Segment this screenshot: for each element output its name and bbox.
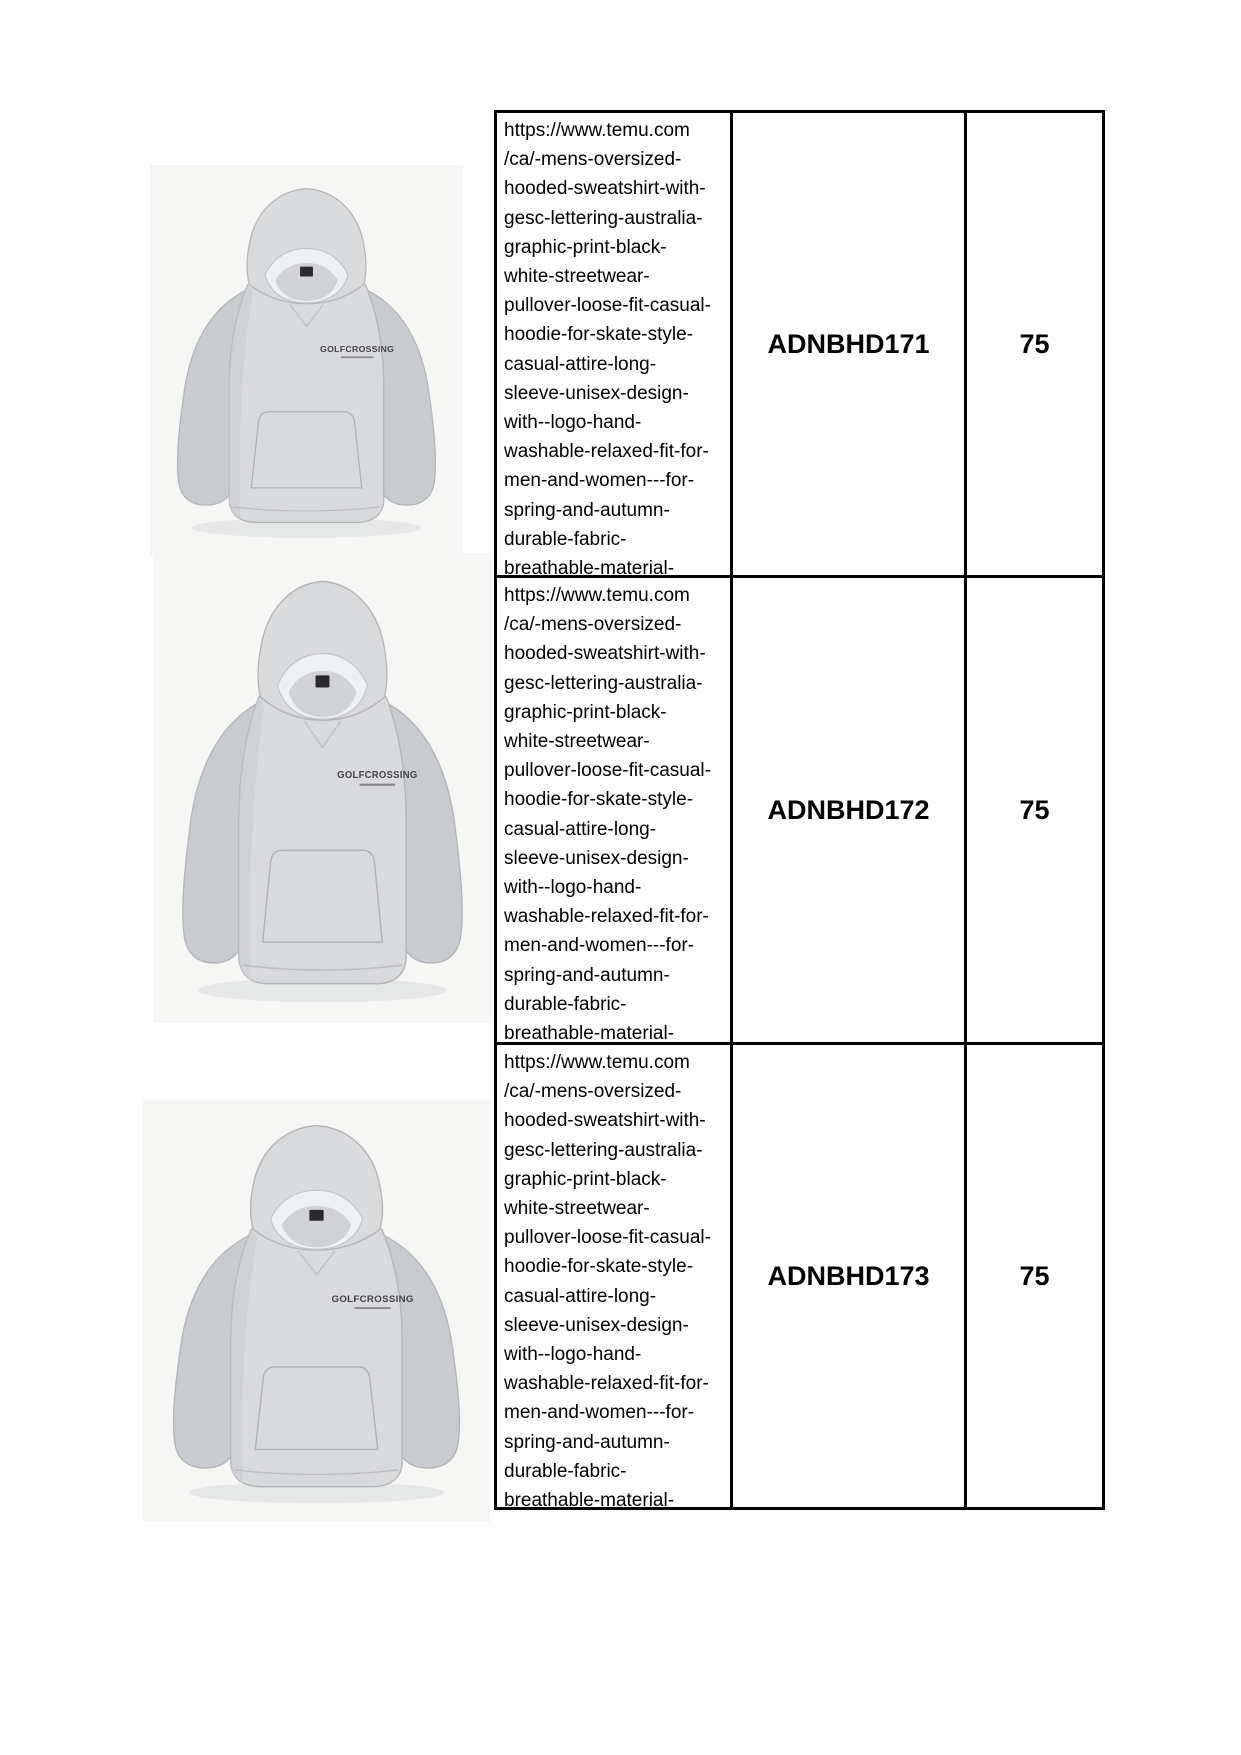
hoodie-image-svg xyxy=(153,553,492,1023)
product-photo-hoodie-3 xyxy=(143,1100,490,1522)
chest-logo-subline xyxy=(341,356,374,358)
product-table xyxy=(494,110,1105,1510)
chest-logo-subline xyxy=(354,1307,391,1309)
url-cell: https://www.temu.com /ca/-mens-oversized- hooded-sweatshirt-with- gesc-lettering-australia- graphic-print-black- white-streetwear- pullover-loose-fit-casual- hoodie-for-skate-style- casual-attire-long- sleeve-unisex-design- with--logo-hand- washable-relaxed-fit-for- men-and-women---for- spring-and-autumn- durable-fabric- breathable-material- xyxy=(497,1045,733,1510)
product-photo-hoodie-2 xyxy=(153,553,492,1023)
neck-label xyxy=(300,267,313,277)
chest-logo-text: GOLFCROSSING xyxy=(320,343,395,354)
chest-logo-text: GOLFCROSSING xyxy=(337,769,418,782)
table-row xyxy=(497,113,1105,578)
quantity-cell: 75 xyxy=(967,1045,1105,1510)
code-cell: ADNBHD173 xyxy=(733,1045,967,1510)
url-cell: https://www.temu.com /ca/-mens-oversized- hooded-sweatshirt-with- gesc-lettering-australia- graphic-print-black- white-streetwear- pullover-loose-fit-casual- hoodie-for-skate-style- casual-attire-long- sleeve-unisex-design- with--logo-hand- washable-relaxed-fit-for- men-and-women---for- spring-and-autumn- durable-fabric- breathable-material- xyxy=(497,578,733,1045)
table-row xyxy=(497,1045,1105,1510)
hoodie-image-svg xyxy=(143,1100,490,1522)
code-cell: ADNBHD172 xyxy=(733,578,967,1045)
neck-label xyxy=(309,1210,323,1221)
quantity-cell: 75 xyxy=(967,113,1105,578)
hoodie-image-svg xyxy=(150,165,463,555)
url-cell: https://www.temu.com /ca/-mens-oversized- hooded-sweatshirt-with- gesc-lettering-australia- graphic-print-black- white-streetwear- pullover-loose-fit-casual- hoodie-for-skate-style- casual-attire-long- sleeve-unisex-design- with--logo-hand- washable-relaxed-fit-for- men-and-women---for- spring-and-autumn- durable-fabric- breathable-material- xyxy=(497,113,733,578)
product-photo-hoodie-1 xyxy=(150,165,463,555)
neck-label xyxy=(316,675,330,687)
kangaroo-pocket xyxy=(263,850,383,942)
quantity-cell: 75 xyxy=(967,578,1105,1045)
chest-logo-subline xyxy=(359,784,395,786)
kangaroo-pocket xyxy=(251,412,361,488)
table-row xyxy=(497,578,1105,1045)
code-cell: ADNBHD171 xyxy=(733,113,967,578)
chest-logo-text: GOLFCROSSING xyxy=(331,1294,414,1306)
kangaroo-pocket xyxy=(255,1367,377,1449)
